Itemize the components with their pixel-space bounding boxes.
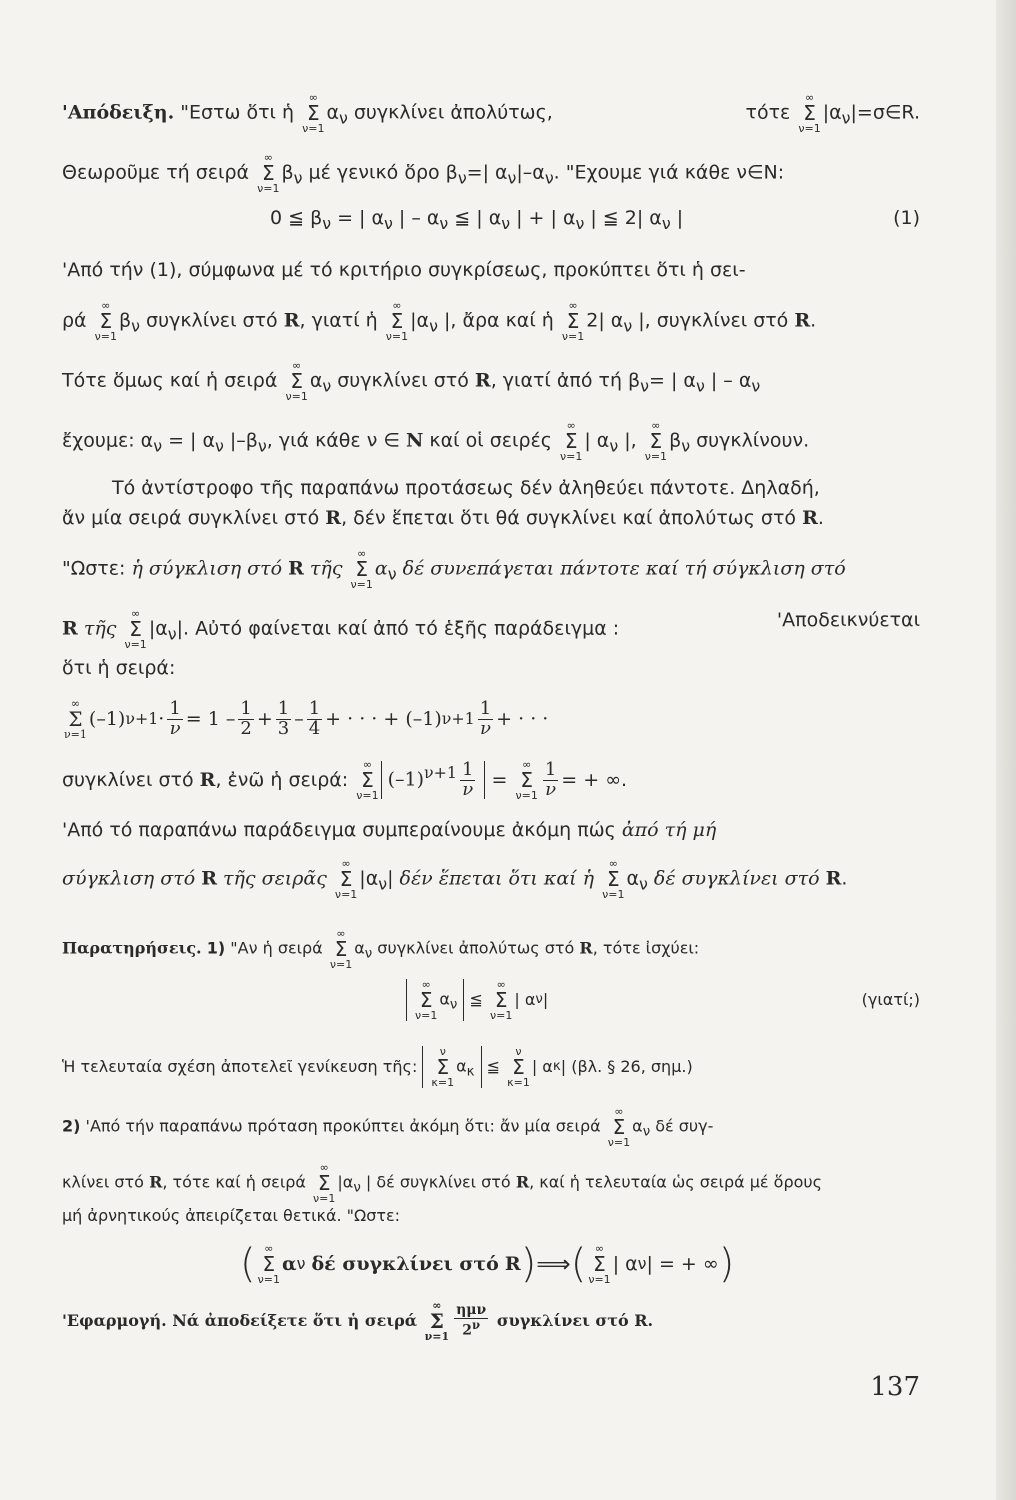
sum-symbol: ∞ Σ ν=1 — [415, 978, 438, 1022]
remarks-line-1: Παρατηρήσεις. 1) "Αν ἡ σειρά ∞ Σ ν=1 $\alpha_\nu$ συγκλίνει ἀπολύτως στό R, τότε ἰσχύει: — [62, 927, 700, 971]
sum-symbol: ∞ Σ ν=1 — [350, 547, 373, 591]
sum-symbol: ∞ Σ ν=1 — [285, 359, 308, 403]
sum-symbol: ∞ Σ ν=1 — [385, 299, 409, 343]
sum-symbol: ∞ Σ ν=1 — [356, 758, 379, 802]
sum-symbol: ν Σ κ=1 — [431, 1045, 455, 1089]
remark-generalization: Ἡ τελευταία σχέση ἀποτελεῖ γενίκευση τῆς: ν Σ κ=1 $\alpha_\kappa$ ≦ ν Σ κ=1 | α κ | (βλ. § 26, σημ.) — [62, 1045, 693, 1089]
paragraph-converse-2: ἄν μία σειρά συγκλίνει στό R, δέν ἕπεται ὅτι θά συγκλίνει καί ἀπολύτως στό R. — [62, 507, 824, 529]
conclusion-line-1: "Ωστε: ἡ σύγκλιση στό R τῆς ∞ Σ ν=1 $\alpha_\nu$ δέ συνεπάγεται πάντοτε καί τή σύγκλιση στό — [62, 547, 846, 591]
sum-symbol: ∞ Σ ν=1 — [329, 927, 353, 971]
exercise: 'Εφαρμογή. Νά ἀποδείξετε ὅτι ἡ σειρά ∞ Σ ν=1 $\frac{\text{ημν}}{2^\nu}$ συγκλίνει στό R . — [62, 1299, 654, 1343]
inference-line-1: 'Από τό παραπάνω παράδειγμα συμπεραίνουμε ἀκόμη πώς ἀπό τή μή — [62, 819, 717, 841]
sum-symbol: ν Σ κ=1 — [507, 1045, 530, 1089]
equation-tag: (1) — [893, 207, 920, 229]
sum-symbol: ∞ Σ ν=1 — [489, 978, 513, 1022]
sum-symbol: ∞ Σ ν=1 — [94, 299, 118, 343]
sum-symbol: ∞ Σ ν=1 — [644, 419, 668, 463]
remark-2-line-2: κλίνει στό R, τότε καί ἡ σειρά ∞ Σ ν=1 $|\alpha_\nu$ | δέ συγκλίνει στό R, καί ἡ τελευταία ὡς σειρά μέ ὅρους — [62, 1161, 823, 1205]
remark-2-line-3: μή ἀρνητικούς ἀπειρίζεται θετικά. "Ωστε: — [62, 1206, 401, 1225]
proof-line-5: ρά ∞ Σ ν=1 $\beta_\nu$ συγκλίνει στό R, γιατί ἡ ∞ Σ ν=1 $|\alpha_\nu$ |, ἄρα καί ἡ ∞ Σ ν=1 2| $\alpha_\nu$ |, συγκλίνει στό R. — [62, 299, 817, 343]
sum-symbol: ∞ Σ ν=1 — [559, 419, 583, 463]
sum-symbol: ∞ Σ ν=1 — [64, 697, 87, 741]
sum-symbol: ∞ Σ ν=1 — [588, 1242, 611, 1286]
remark-2-line-1: 2) 'Από τήν παραπάνω πρόταση προκύπτει ἀκόμη ὅτι: ἄν μία σειρά ∞ Σ ν=1 $\alpha_\nu$ δέ συγ- — [62, 1105, 714, 1149]
inference-line-2: σύγκλιση στό R τῆς σειρᾶς ∞ Σ ν=1 $|\alpha_\nu|$ δέν ἕπεται ὅτι καί ἡ ∞ Σ ν=1 $\alpha_\nu$ δέ συγκλίνει στό R. — [62, 857, 848, 901]
page-number: 137 — [870, 1372, 920, 1402]
sum-symbol: ∞ Σ ν=1 — [334, 857, 358, 901]
conclusion-line-2: R τῆς ∞ Σ ν=1 $|\alpha_\nu|$. Αὐτό φαίνεται καί ἀπό τό ἑξῆς παράδειγμα : 'Αποδεικνύεται — [62, 607, 920, 651]
sum-symbol: ∞ Σ ν=1 — [257, 151, 280, 195]
inequality-1: 0 ≦ $\beta_\nu$ = | $\alpha_\nu$ | – $\alpha_\nu$ ≦ | $\alpha_\nu$ | + | $\alpha_\nu$ | ≦ 2| $\alpha_\nu$ | (1) — [270, 207, 920, 233]
series-intro: ὅτι ἡ σειρά: — [62, 657, 176, 679]
proof-line-2: Θεωροῦμε τή σειρά ∞ Σ ν=1 $\beta_\nu$ μέ γενικό ὅρο $\beta_\nu=|$ $\alpha_\nu|-\alpha_\nu$. "Εχουμε γιά κάθε ν∈N: — [62, 151, 785, 195]
proof-line-6: Τότε ὅμως καί ἡ σειρά ∞ Σ ν=1 $\alpha_\nu$ συγκλίνει στό R, γιατί ἀπό τή $\beta_\nu=$ | $\alpha_\nu$ | – $\alpha_\nu$ — [62, 359, 761, 403]
sum-symbol: ∞ Σ ν=1 — [515, 758, 538, 802]
paragraph-converse: Τό ἀντίστροφο τῆς παραπάνω προτάσεως δέν ἀληθεύει πάντοτε. Δηλαδή, — [112, 477, 820, 499]
sum-symbol: ∞ Σ ν=1 — [561, 299, 585, 343]
proof-line-7: ἔχουμε: $\alpha_\nu$ = | $\alpha_\nu$ $|-\beta_\nu$, γιά κάθε ν ∈ N καί οἱ σειρές ∞ Σ ν=1 | $\alpha_\nu$ |, ∞ Σ ν=1 $\beta_\nu$ συγκλίνουν. — [62, 419, 810, 463]
alternating-series: ∞ Σ ν=1 (–1) ν+1 · $\frac{1}{\nu}$ = 1 – $\frac{1}{2}$ + $\frac{1}{3}$ – $\frac{1}{4}$ + · · · + (–1) ν+1 $\frac{1}{\nu}$ + · · · — [64, 697, 549, 741]
absolute-series: συγκλίνει στό R , ἐνῶ ἡ σειρά: ∞ Σ ν=1 $(-1)^{\nu+1}$ $\frac{1}{\nu}$ = ∞ Σ ν=1 $\frac{1}{\nu}$ = + ∞. — [62, 758, 628, 802]
sum-symbol: ∞ Σ ν=1 — [257, 1242, 280, 1286]
proof-line-1: 'Απόδειξη. "Εστω ὅτι ἡ ∞ Σ ν=1 $\alpha_\nu$ συγκλίνει ἀπολύτως, τότε ∞ Σ ν=1 $|\alpha_\nu|=\sigma\in R$. — [62, 91, 920, 135]
remark-inequality: ∞ Σ ν=1 $\alpha_\nu$ ≦ ∞ Σ ν=1 | α ν | (γιατί;) — [406, 980, 920, 1020]
sum-symbol: ∞ Σ ν=1 — [607, 1105, 631, 1149]
implication: ( ∞ Σ ν=1 α ν δέ συγκλίνει στό R ) ⟹ ( ∞ Σ ν=1 | α ν | = + ∞ ) — [240, 1241, 735, 1287]
sum-symbol: ∞ Σ ν=1 — [124, 607, 147, 651]
proof-line-4: 'Από τήν (1), σύμφωνα μέ τό κριτήριο συγκρίσεως, προκύπτει ὅτι ἡ σει- — [62, 259, 746, 281]
sum-symbol: ∞ Σ ν=1 — [302, 91, 325, 135]
sum-symbol: ∞ Σ ν=1 — [424, 1299, 450, 1343]
sum-symbol: ∞ Σ ν=1 — [602, 857, 625, 901]
sum-symbol: ∞ Σ ν=1 — [798, 91, 821, 135]
sum-symbol: ∞ Σ ν=1 — [313, 1161, 336, 1205]
